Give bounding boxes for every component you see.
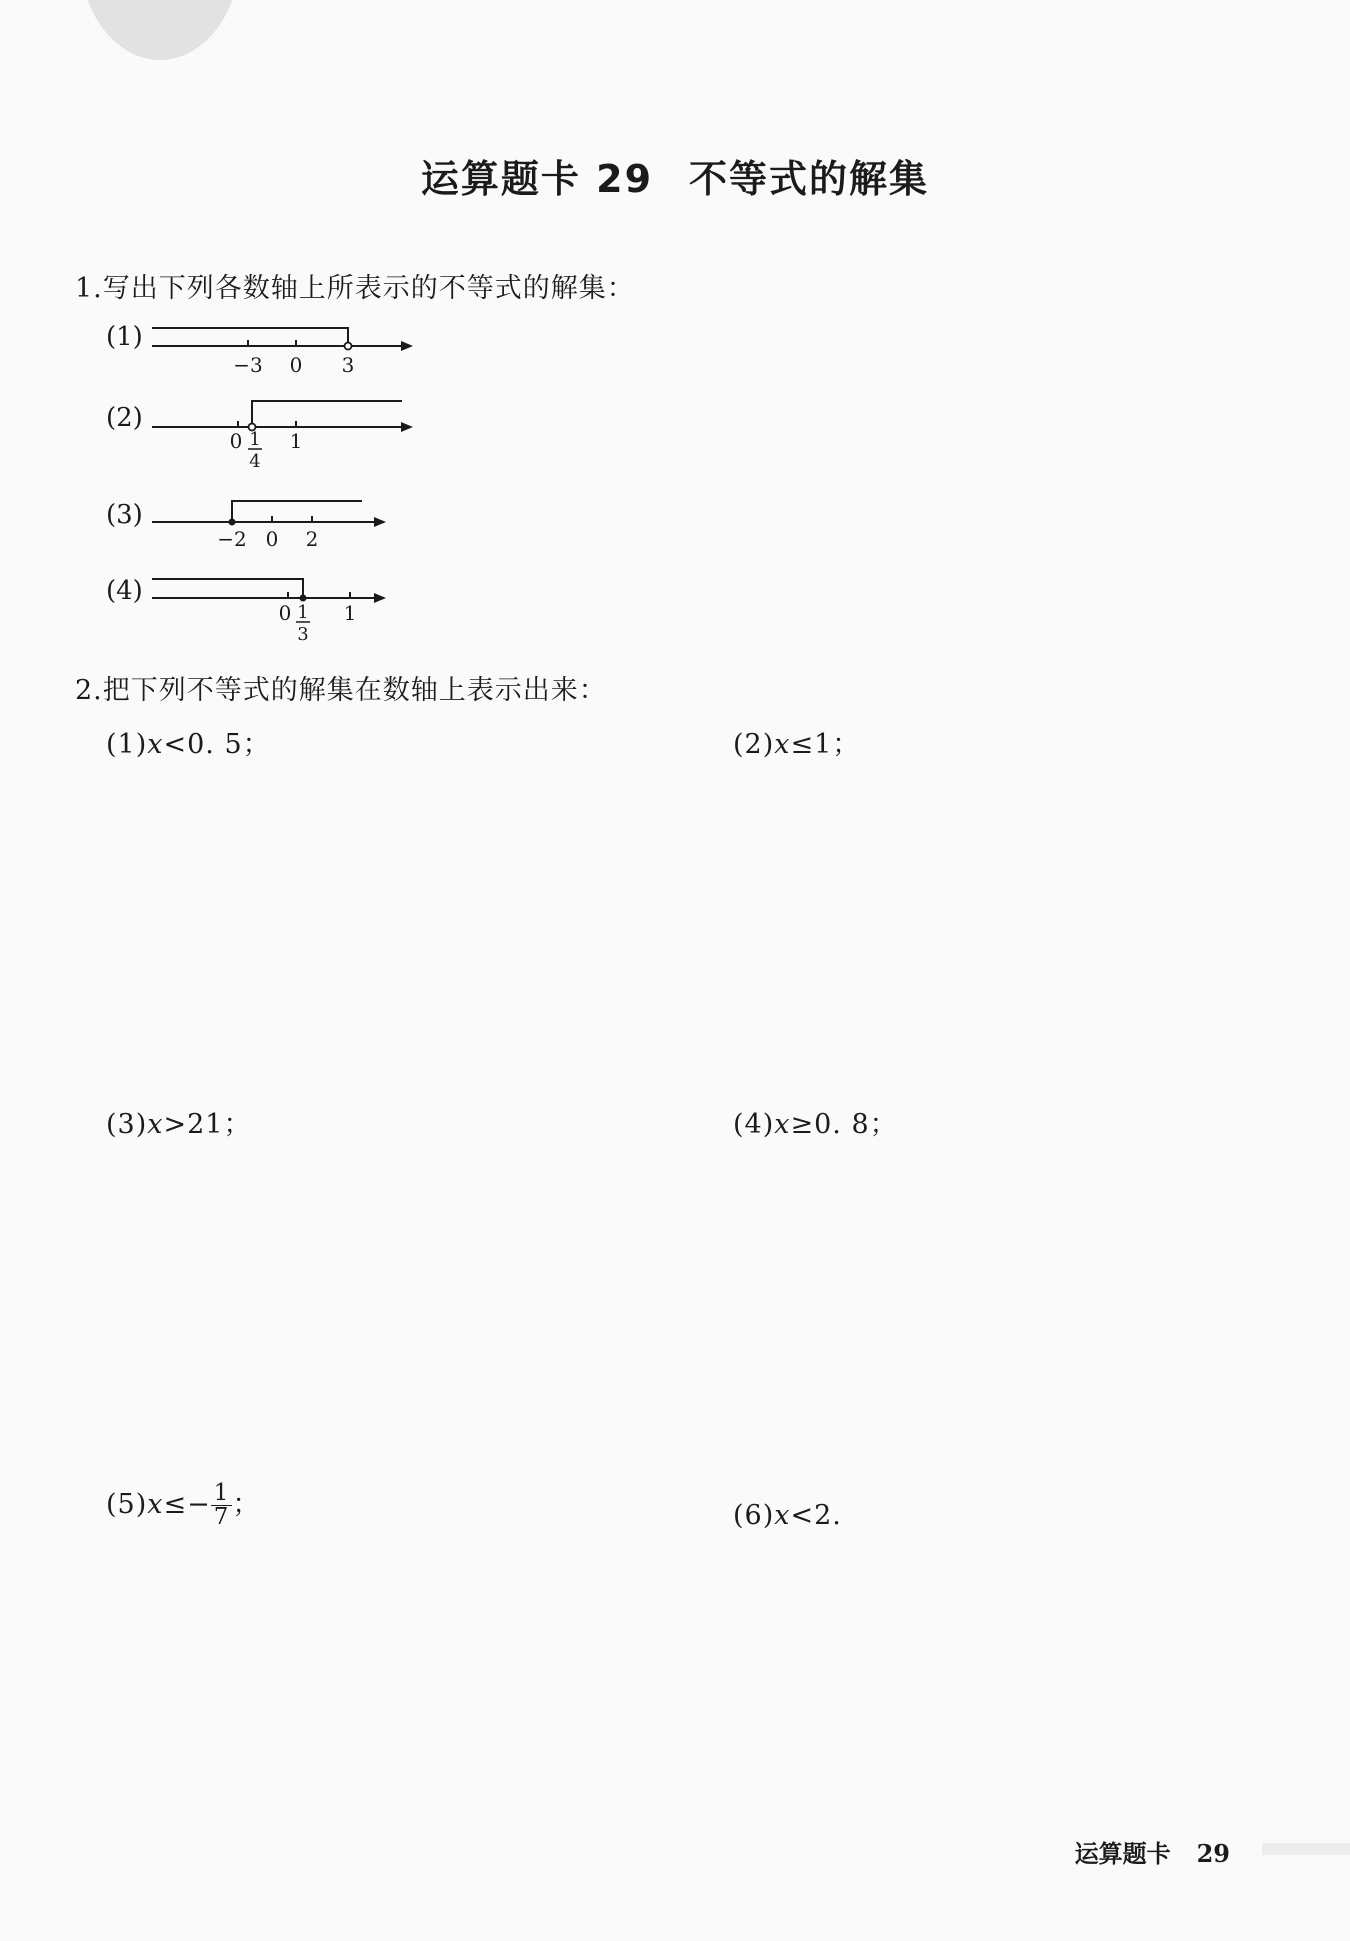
axis-arrow: [401, 422, 413, 432]
tick-label: −3: [233, 353, 263, 377]
footer-decoration: [1262, 1843, 1350, 1855]
number-line-3: [100, 490, 440, 556]
axis-arrow: [374, 517, 386, 527]
tick-label: −2: [217, 527, 247, 551]
part-label: (6): [733, 1500, 775, 1531]
question-2-prompt: 2.把下列不等式的解集在数轴上表示出来：: [75, 675, 607, 706]
closed-point: [300, 595, 307, 602]
relation: ≤1；: [790, 729, 861, 760]
part-label: (4): [733, 1109, 775, 1140]
tick-label: 0: [229, 429, 243, 453]
corner-decoration: [80, 0, 240, 60]
fraction-numerator: 1: [297, 602, 309, 623]
part-label: (3): [106, 1109, 148, 1140]
tick-label: 1: [343, 601, 357, 625]
solution-ray: [252, 401, 402, 424]
item-label: (4): [106, 576, 143, 606]
tick-label: 2: [305, 527, 319, 551]
fraction: [211, 1482, 233, 1529]
number-line-2: [100, 393, 440, 473]
question-1-prompt: 1.写出下列各数轴上所表示的不等式的解集：: [75, 273, 635, 304]
axis-arrow: [401, 341, 413, 351]
title-main: 运算题卡 29: [420, 157, 654, 201]
page-number: 29: [1196, 1839, 1230, 1868]
variable: x: [147, 729, 164, 760]
axis-arrow: [374, 593, 386, 603]
number-line-1: [100, 312, 440, 378]
part-4: [733, 1102, 898, 1141]
part-label: (2): [733, 729, 775, 760]
part-label: (1): [106, 729, 148, 760]
fraction-numerator: 1: [211, 1482, 233, 1506]
number-line-4: [100, 566, 440, 648]
variable: x: [774, 1109, 791, 1140]
part-6: [733, 1500, 842, 1531]
title-sub: 不等式的解集: [689, 157, 930, 201]
variable: x: [774, 729, 791, 760]
tick-label: 3: [341, 353, 355, 377]
page-title: [0, 148, 1350, 203]
item-label: (1): [106, 322, 143, 352]
relation: >21；: [163, 1109, 252, 1140]
open-point: [345, 343, 352, 350]
variable: x: [774, 1500, 791, 1531]
tick-label: 0: [289, 353, 303, 377]
relation: ≤−: [163, 1489, 211, 1520]
relation: <0. 5；: [163, 729, 271, 760]
tick-label: 1: [289, 429, 303, 453]
item-label: (3): [106, 500, 143, 530]
part-1: [106, 722, 271, 761]
terminator: ；: [232, 1489, 261, 1520]
tick-label: 0: [265, 527, 279, 551]
part-2: [733, 722, 860, 761]
page-footer: [1075, 1834, 1230, 1869]
solution-ray: [232, 501, 362, 522]
relation: ≥0. 8；: [790, 1109, 898, 1140]
solution-ray: [152, 328, 348, 343]
footer-label: 运算题卡: [1074, 1840, 1171, 1868]
fraction-denominator: 3: [297, 624, 309, 645]
item-label: (2): [106, 403, 143, 433]
fraction-numerator: 1: [249, 429, 261, 450]
relation: <2.: [790, 1500, 842, 1531]
part-3: [106, 1102, 251, 1141]
part-label: (5): [106, 1489, 148, 1520]
closed-point: [229, 519, 236, 526]
fraction-denominator: 4: [249, 451, 261, 472]
fraction-denominator: 7: [213, 1504, 230, 1530]
tick-label: 0: [278, 601, 292, 625]
part-5: [106, 1482, 260, 1529]
variable: x: [147, 1489, 164, 1520]
solution-ray: [152, 579, 303, 598]
variable: x: [147, 1109, 164, 1140]
